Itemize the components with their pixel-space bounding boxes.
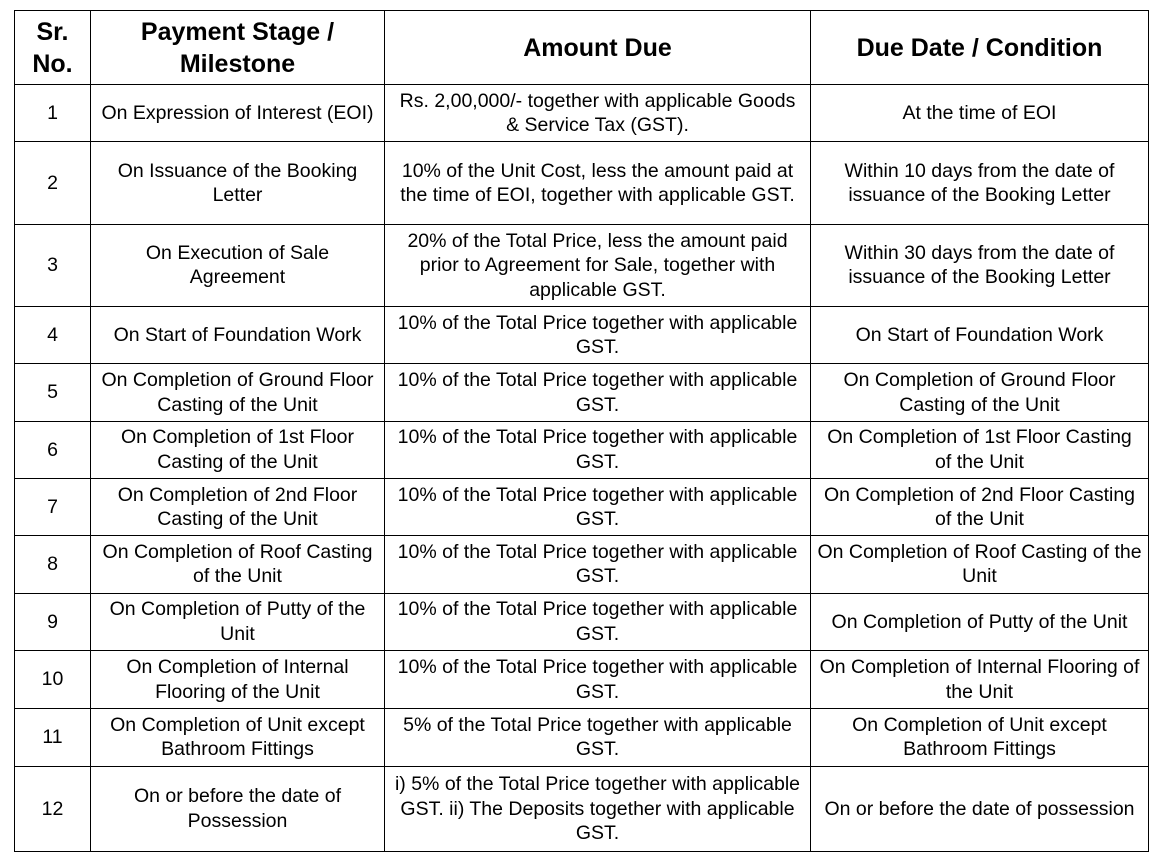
cell-amount-due: 10% of the Unit Cost, less the amount paid at the time of EOI, together with applicable GST. xyxy=(385,142,811,224)
cell-sr-no: 11 xyxy=(15,709,91,766)
table-row xyxy=(15,593,1149,650)
cell-sr-no: 9 xyxy=(15,593,91,650)
cell-sr-no: 6 xyxy=(15,421,91,478)
cell-amount-due: Rs. 2,00,000/- together with applicable Goods & Service Tax (GST). xyxy=(385,85,811,142)
cell-amount-due: 20% of the Total Price, less the amount paid prior to Agreement for Sale, together with applicable GST. xyxy=(385,224,811,306)
cell-sr-no: 10 xyxy=(15,650,91,708)
cell-sr-no: 12 xyxy=(15,766,91,851)
cell-sr-no: 4 xyxy=(15,307,91,364)
cell-payment-stage: On or before the date of Possession xyxy=(91,766,385,851)
table-row xyxy=(15,709,1149,766)
cell-sr-no: 3 xyxy=(15,224,91,306)
table-row xyxy=(15,421,1149,478)
cell-payment-stage: On Expression of Interest (EOI) xyxy=(91,85,385,142)
cell-sr-no: 5 xyxy=(15,364,91,421)
cell-amount-due: 10% of the Total Price together with applicable GST. xyxy=(385,364,811,421)
cell-amount-due: 10% of the Total Price together with applicable GST. xyxy=(385,307,811,364)
table-row xyxy=(15,307,1149,364)
header-sr-no-line-1: Sr. xyxy=(36,17,69,46)
header-payment-stage-line-2: Milestone xyxy=(179,49,296,78)
cell-amount-due: 10% of the Total Price together with applicable GST. xyxy=(385,593,811,650)
payment-schedule-table xyxy=(14,10,1149,852)
cell-due-date: On Start of Foundation Work xyxy=(811,307,1149,364)
cell-sr-no: 1 xyxy=(15,85,91,142)
cell-amount-due: i) 5% of the Total Price together with applicable GST. ii) The Deposits together with applicable GST. xyxy=(385,766,811,851)
cell-payment-stage: On Completion of Ground Floor Casting of the Unit xyxy=(91,364,385,421)
cell-payment-stage: On Completion of 1st Floor Casting of the Unit xyxy=(91,421,385,478)
cell-due-date: On Completion of Putty of the Unit xyxy=(811,593,1149,650)
cell-due-date: On Completion of Ground Floor Casting of the Unit xyxy=(811,364,1149,421)
header-payment-stage-line-1: Payment Stage / xyxy=(140,17,335,46)
cell-payment-stage: On Issuance of the Booking Letter xyxy=(91,142,385,224)
header-row xyxy=(15,11,1149,85)
cell-payment-stage: On Execution of Sale Agreement xyxy=(91,224,385,306)
table-row xyxy=(15,650,1149,708)
cell-due-date: On Completion of 1st Floor Casting of the Unit xyxy=(811,421,1149,478)
cell-amount-due: 10% of the Total Price together with applicable GST. xyxy=(385,650,811,708)
cell-sr-no: 7 xyxy=(15,479,91,536)
table-row xyxy=(15,364,1149,421)
cell-due-date: Within 10 days from the date of issuance of the Booking Letter xyxy=(811,142,1149,224)
cell-due-date: At the time of EOI xyxy=(811,85,1149,142)
cell-sr-no: 8 xyxy=(15,536,91,593)
cell-due-date: On Completion of 2nd Floor Casting of the Unit xyxy=(811,479,1149,536)
cell-payment-stage: On Start of Foundation Work xyxy=(91,307,385,364)
cell-payment-stage: On Completion of Roof Casting of the Unit xyxy=(91,536,385,593)
cell-amount-due: 10% of the Total Price together with applicable GST. xyxy=(385,421,811,478)
cell-sr-no: 2 xyxy=(15,142,91,224)
cell-due-date: On or before the date of possession xyxy=(811,766,1149,851)
header-payment-stage xyxy=(91,11,385,85)
table-header xyxy=(15,11,1149,85)
cell-amount-due: 10% of the Total Price together with applicable GST. xyxy=(385,536,811,593)
cell-payment-stage: On Completion of 2nd Floor Casting of the Unit xyxy=(91,479,385,536)
cell-payment-stage: On Completion of Unit except Bathroom Fittings xyxy=(91,709,385,766)
cell-payment-stage: On Completion of Internal Flooring of the Unit xyxy=(91,650,385,708)
header-due-date: Due Date / Condition xyxy=(811,11,1149,85)
cell-amount-due: 10% of the Total Price together with applicable GST. xyxy=(385,479,811,536)
cell-due-date: On Completion of Unit except Bathroom Fittings xyxy=(811,709,1149,766)
cell-amount-due: 5% of the Total Price together with applicable GST. xyxy=(385,709,811,766)
header-sr-no-line-2: No. xyxy=(32,49,73,78)
table-row xyxy=(15,85,1149,142)
table-row xyxy=(15,224,1149,306)
cell-due-date: Within 30 days from the date of issuance of the Booking Letter xyxy=(811,224,1149,306)
table-row xyxy=(15,142,1149,224)
table-row xyxy=(15,536,1149,593)
table-row xyxy=(15,766,1149,851)
header-sr-no xyxy=(15,11,91,85)
cell-due-date: On Completion of Internal Flooring of the Unit xyxy=(811,650,1149,708)
cell-due-date: On Completion of Roof Casting of the Unit xyxy=(811,536,1149,593)
cell-payment-stage: On Completion of Putty of the Unit xyxy=(91,593,385,650)
table-row xyxy=(15,479,1149,536)
header-amount-due: Amount Due xyxy=(385,11,811,85)
table-body xyxy=(15,85,1149,852)
